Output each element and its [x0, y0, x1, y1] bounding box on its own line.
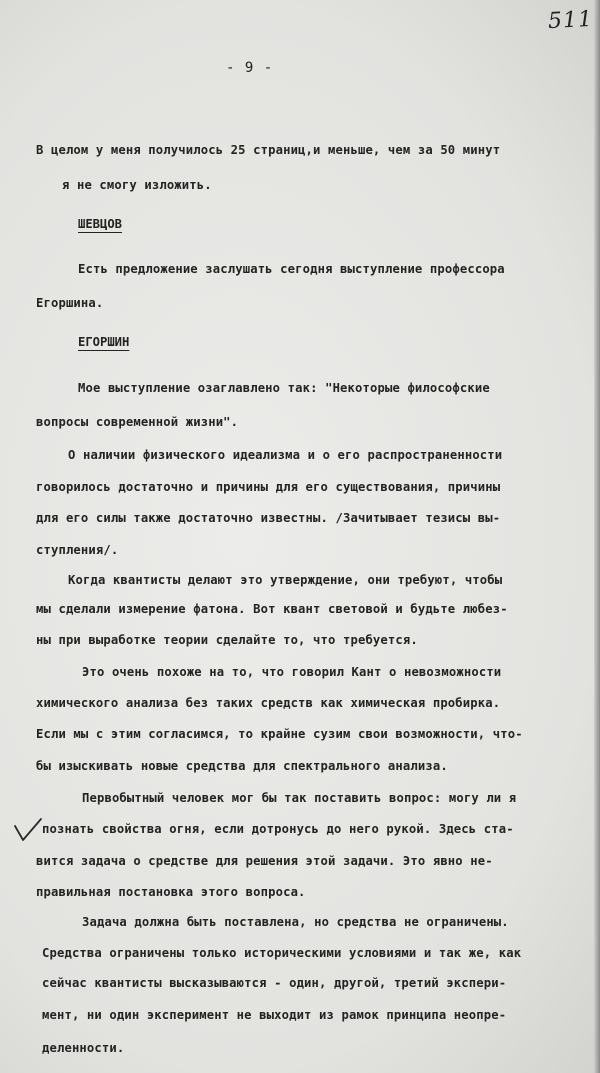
- text-line: Это очень похоже на то, что говорил Кант о невозможности: [82, 665, 502, 679]
- text-line: бы изыскивать новые средства для спектрального анализа.: [36, 759, 448, 773]
- page-number: - 9 -: [226, 60, 274, 76]
- text-line: говорилось достаточно и причины для его существования, причины: [36, 480, 501, 494]
- text-line: Егоршина.: [36, 296, 104, 310]
- archive-number: 511: [547, 6, 594, 35]
- text-line: Когда квантисты делают это утверждение, они требуют, чтобы: [68, 573, 503, 587]
- text-line: деленности.: [42, 1041, 125, 1055]
- text-line: ступления/.: [36, 543, 119, 557]
- text-line: познать свойства огня, если дотронусь до него рукой. Здесь ста-: [42, 822, 514, 836]
- page-edge-shadow: [594, 0, 600, 1073]
- text-line: В целом у меня получилось 25 страниц,и меньше, чем за 50 минут: [36, 143, 501, 157]
- text-line: Мое выступление озаглавлено так: "Некоторые философские: [78, 381, 490, 395]
- speaker-name: ЕГОРШИН: [78, 335, 130, 349]
- text-line: Первобытный человек мог бы так поставить вопрос: могу ли я: [82, 791, 517, 805]
- speaker-name: ШЕВЦОВ: [78, 217, 123, 231]
- text-line: правильная постановка этого вопроса.: [36, 885, 306, 899]
- checkmark-icon: [12, 818, 44, 842]
- text-line: сейчас квантисты высказываются - один, другой, третий экспери-: [42, 976, 507, 990]
- text-line: химического анализа без таких средств как химическая пробирка.: [36, 696, 501, 710]
- text-line: ны при выработке теории сделайте то, что требуется.: [36, 633, 418, 647]
- text-line: Задача должна быть поставлена, но средства не ограничены.: [82, 915, 509, 929]
- text-line: вопросы современной жизни".: [36, 415, 239, 429]
- text-line: вится задача о средстве для решения этой задачи. Это явно не-: [36, 854, 493, 868]
- text-line: я не смогу изложить.: [62, 178, 212, 192]
- text-line: Средства ограничены только историческими условиями и так же, как: [42, 946, 522, 960]
- text-line: для его силы также достаточно известны. /Зачитывает тезисы вы-: [36, 511, 501, 525]
- text-line: О наличии физического идеализма и о его распространенности: [68, 448, 503, 462]
- text-line: Есть предложение заслушать сегодня выступление профессора: [78, 262, 505, 276]
- text-line: Если мы с этим согласимся, то крайне сузим свои возможности, что-: [36, 727, 523, 741]
- text-line: мент, ни один эксперимент не выходит из рамок принципа неопре-: [42, 1008, 507, 1022]
- text-line: мы сделали измерение фатона. Вот квант световой и будьте любез-: [36, 602, 508, 616]
